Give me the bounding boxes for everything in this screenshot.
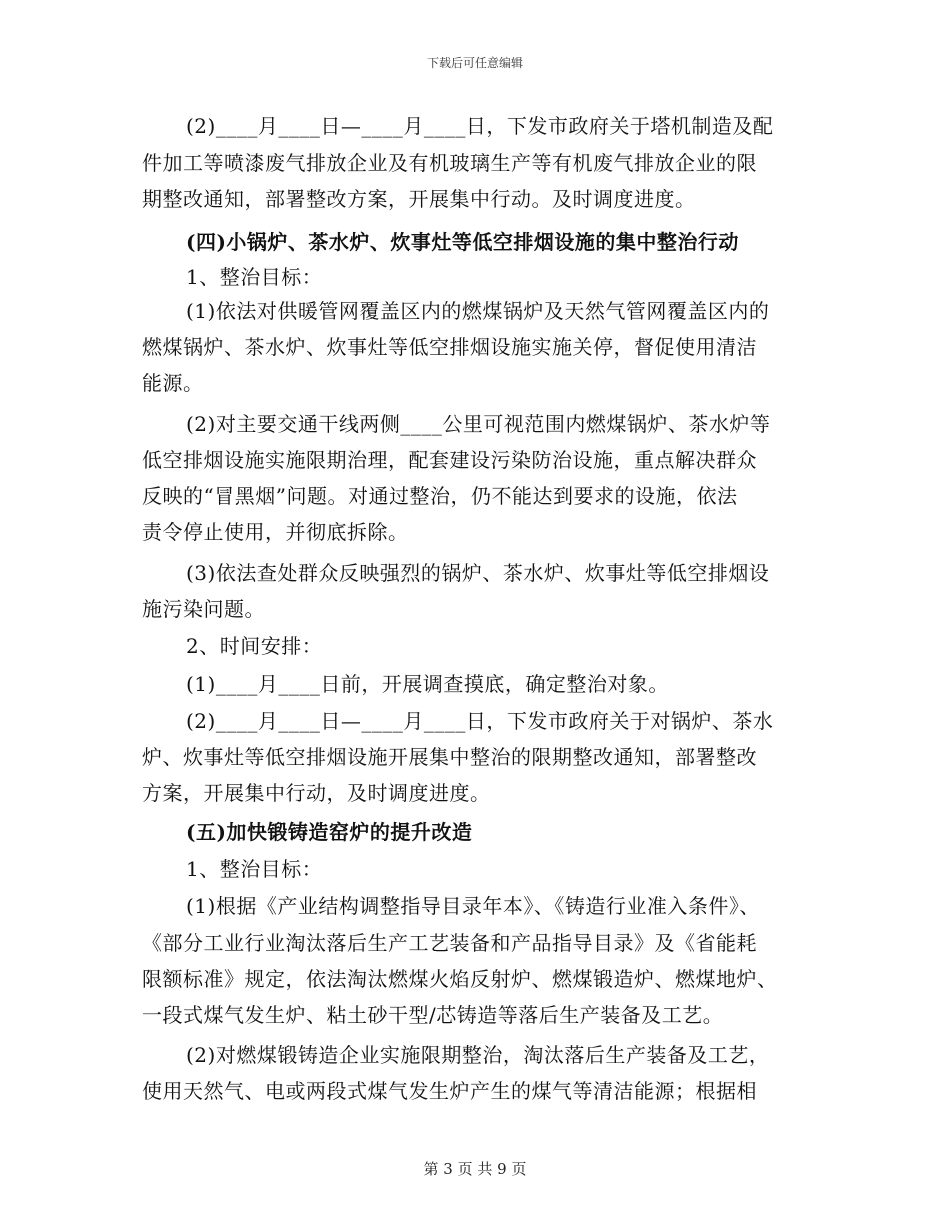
paragraph-line: 《部分工业行业淘汰落后生产工艺装备和产品指导目录》及《省能耗 bbox=[142, 931, 757, 955]
paragraph-line: (2)对燃煤锻铸造企业实施限期整治，淘汰落后生产装备及工艺， bbox=[186, 1043, 770, 1067]
paragraph-line: 责令停止使用，并彻底拆除。 bbox=[142, 520, 409, 544]
subheading: 1、整治目标： bbox=[186, 265, 323, 289]
page-header: 下载后可任意编辑 bbox=[426, 56, 523, 70]
paragraph-line: (1)____月____日前，开展调查摸底，确定整治对象。 bbox=[186, 672, 669, 696]
section-heading: (四)小锅炉、茶水炉、炊事灶等低空排烟设施的集中整治行动 bbox=[186, 230, 739, 254]
paragraph-line: 限额标准》规定，依法淘汰燃煤火焰反射炉、燃煤锻造炉、燃煤地炉、 bbox=[142, 967, 778, 991]
paragraph-line: (1)根据《产业结构调整指导目录年本》、《铸造行业准入条件》、 bbox=[186, 894, 760, 918]
paragraph-line: (3)依法查处群众反映强烈的锅炉、茶水炉、炊事灶等低空排烟设 bbox=[186, 561, 770, 585]
section-heading: (五)加快锻铸造窑炉的提升改造 bbox=[186, 820, 473, 844]
paragraph-line: (2)____月____日—____月____日，下发市政府关于对锅炉、茶水 bbox=[186, 709, 774, 733]
paragraph-line: 方案，开展集中行动，及时调度进度。 bbox=[142, 781, 491, 805]
paragraph-line: 能源。 bbox=[142, 371, 204, 395]
paragraph-line: 件加工等喷漆废气排放企业及有机玻璃生产等有机废气排放企业的限 bbox=[142, 151, 757, 175]
paragraph-line: 低空排烟设施实施限期治理，配套建设污染防治设施，重点解决群众 bbox=[142, 448, 757, 472]
page-footer: 第 3 页 共 9 页 bbox=[423, 1160, 527, 1178]
paragraph-line: 反映的“冒黑烟”问题。对通过整治，仍不能达到要求的设施，依法 bbox=[142, 484, 738, 508]
paragraph-line: (2)____月____日—____月____日，下发市政府关于塔机制造及配 bbox=[186, 114, 774, 138]
paragraph-line: 期整改通知，部署整改方案，开展集中行动。及时调度进度。 bbox=[142, 187, 696, 211]
paragraph-line: 炉、炊事灶等低空排烟设施开展集中整治的限期整改通知，部署整改 bbox=[142, 745, 757, 769]
paragraph-line: 一段式煤气发生炉、粘土砂干型/芯铸造等落后生产装备及工艺。 bbox=[142, 1003, 724, 1027]
subheading: 2、时间安排： bbox=[186, 634, 323, 658]
paragraph-line: (1)依法对供暖管网覆盖区内的燃煤锅炉及天然气管网覆盖区内的 bbox=[186, 299, 770, 323]
paragraph-line: (2)对主要交通干线两侧____公里可视范围内燃煤锅炉、茶水炉等 bbox=[186, 412, 771, 436]
paragraph-line: 使用天然气、电或两段式煤气发生炉产生的煤气等清洁能源；根据相 bbox=[142, 1079, 757, 1103]
paragraph-line: 施污染问题。 bbox=[142, 597, 265, 621]
subheading: 1、整治目标： bbox=[186, 857, 323, 881]
paragraph-line: 燃煤锅炉、茶水炉、炊事灶等低空排烟设施实施关停，督促使用清洁 bbox=[142, 335, 757, 359]
